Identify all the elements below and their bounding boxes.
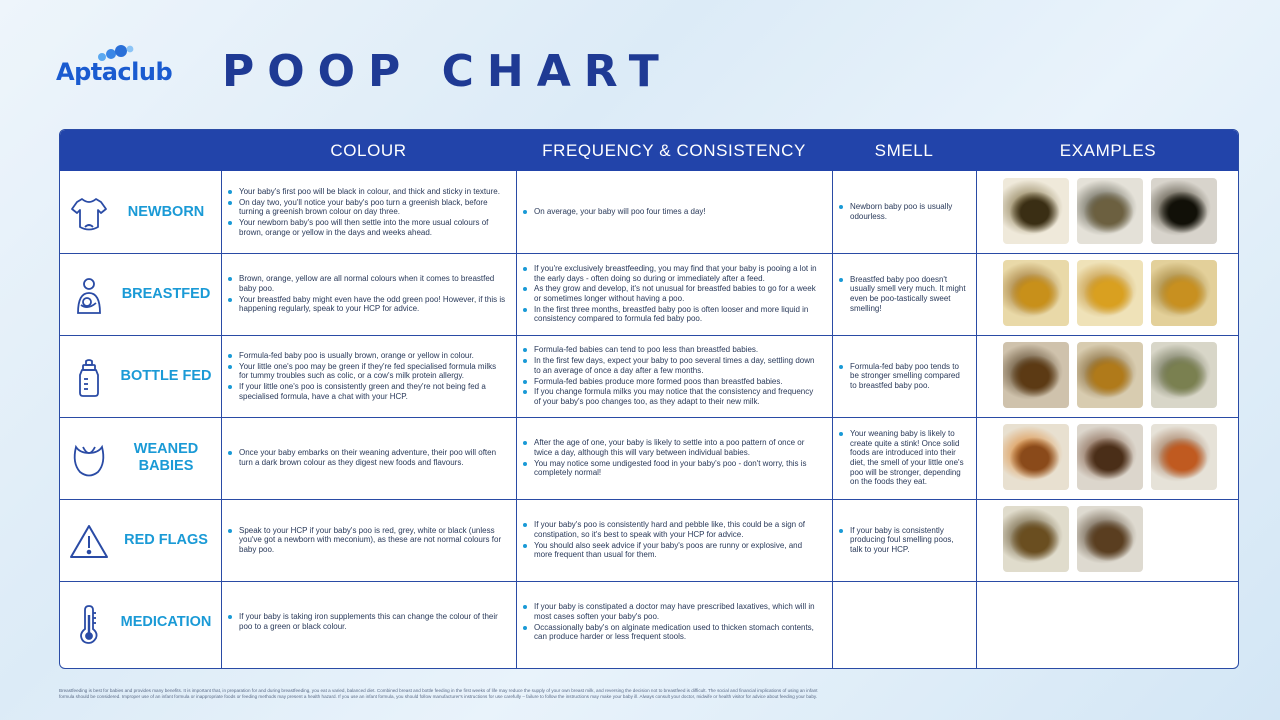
- bullet-list: [850, 360, 966, 391]
- logo-wordmark: Aptaclub: [56, 58, 173, 86]
- table-row: [60, 581, 1238, 663]
- row-header-bottle-fed: [60, 335, 221, 417]
- column-header-examples: EXAMPLES: [1059, 141, 1157, 160]
- row-header-breastfed: [60, 253, 221, 335]
- bullet-item: After the age of one, your baby is likely to settle into a poo pattern of once or twice a day, although this will vary between individual babies.: [534, 438, 822, 457]
- row-label: BREASTFED: [121, 285, 211, 302]
- colour-cell: [221, 499, 516, 581]
- table-header: [60, 130, 1238, 171]
- bullet-list: [534, 206, 706, 218]
- bullet-item: If you're exclusively breastfeeding, you may find that your baby is pooing a lot in the early days - often doing so during or immediately after a feed.: [534, 264, 822, 283]
- smell-cell: [832, 171, 976, 253]
- frequency-cell: [516, 417, 832, 499]
- bullet-list: [239, 611, 506, 633]
- example-photo[interactable]: [1077, 342, 1143, 408]
- bodysuit-icon: [68, 193, 110, 235]
- bullet-list: [239, 350, 506, 403]
- bullet-item: Once your baby embarks on their weaning adventure, their poo will often turn a dark brown colour as they digest new foods and flavours.: [239, 448, 506, 467]
- example-photo[interactable]: [1077, 178, 1143, 244]
- bullet-list: [239, 273, 506, 315]
- bullet-item: If your baby is constipated a doctor may have prescribed laxatives, which will in most cases soften your baby's poo.: [534, 602, 822, 621]
- bullet-item: If you change formula milks you may notice that the consistency and frequency of your baby's poo changes too, as they adapt to their new milk.: [534, 387, 822, 406]
- bullet-list: [850, 524, 966, 555]
- bullet-list: [534, 263, 822, 325]
- colour-cell: [221, 581, 516, 663]
- row-label: WEANED BABIES: [133, 441, 199, 474]
- bullet-item: On average, your baby will poo four times a day!: [534, 207, 706, 217]
- thermometer-icon: [68, 603, 110, 645]
- bullet-item: Your baby's first poo will be black in colour, and thick and sticky in texture.: [239, 187, 506, 197]
- example-photo[interactable]: [1003, 342, 1069, 408]
- frequency-cell: [516, 171, 832, 253]
- bullet-item: Your newborn baby's poo will then settle into the more usual colours of brown, orange or yellow in the days and weeks ahead.: [239, 218, 506, 237]
- row-label: BOTTLE FED: [120, 367, 212, 384]
- bullet-item: If your baby is taking iron supplements this can change the colour of their poo to a green or black colour.: [239, 612, 506, 631]
- poop-chart-table: [59, 129, 1239, 669]
- bullet-list: [850, 274, 966, 315]
- bullet-item: In the first few days, expect your baby to poo several times a day, settling down to an average of once a day after a few months.: [534, 356, 822, 375]
- smell-cell: [832, 335, 976, 417]
- frequency-cell: [516, 335, 832, 417]
- colour-cell: [221, 335, 516, 417]
- row-header-newborn: [60, 171, 221, 253]
- baby-bottle-icon: [68, 357, 110, 399]
- example-photo[interactable]: [1003, 178, 1069, 244]
- column-header-colour: COLOUR: [330, 141, 407, 160]
- bullet-item: You may notice some undigested food in your baby's poo - don't worry, this is completely normal!: [534, 459, 822, 478]
- colour-cell: [221, 253, 516, 335]
- bullet-item: Speak to your HCP if your baby's poo is red, grey, white or black (unless you've got a newborn with meconium), as these are not normal colours for baby poo.: [239, 526, 506, 555]
- table-row: [60, 499, 1238, 581]
- bullet-item: Occassionally baby's on alginate medication used to thicken stomach contents, can produce harder or less frequent stools.: [534, 623, 822, 642]
- examples-cell: [976, 335, 1239, 417]
- bib-icon: [68, 439, 110, 481]
- bullet-list: [534, 601, 822, 643]
- bullet-item: Formula-fed babies produce more formed poos than breastfed babies.: [534, 377, 822, 387]
- bullet-list: [534, 437, 822, 479]
- example-photo[interactable]: [1003, 260, 1069, 326]
- examples-cell: [976, 581, 1239, 663]
- column-header-frequency: FREQUENCY & CONSISTENCY: [542, 141, 806, 160]
- bullet-item: If your baby's poo is consistently hard and pebble like, this could be a sign of constipation, so it's best to speak with your HCP for advice.: [534, 520, 822, 539]
- example-photo[interactable]: [1077, 506, 1143, 572]
- smell-cell: [832, 499, 976, 581]
- table-row: [60, 335, 1238, 417]
- row-label: MEDICATION: [120, 613, 212, 630]
- column-header-smell: SMELL: [874, 141, 934, 160]
- bullet-item: If your little one's poo is consistently green and they're not being fed a specialised formula, have a chat with your HCP.: [239, 382, 506, 401]
- bullet-list: [239, 186, 506, 239]
- example-photo[interactable]: [1151, 342, 1217, 408]
- smell-cell: [832, 581, 976, 663]
- bullet-list: [239, 524, 506, 555]
- bullet-item: On day two, you'll notice your baby's poo turn a greenish black, before turning a greenish brown colour on day three.: [239, 198, 506, 217]
- examples-cell: [976, 499, 1239, 581]
- frequency-cell: [516, 253, 832, 335]
- example-photo[interactable]: [1151, 260, 1217, 326]
- row-label: RED FLAGS: [124, 531, 208, 548]
- bullet-list: [534, 344, 822, 408]
- example-photo[interactable]: [1151, 424, 1217, 490]
- bullet-item: You should also seek advice if your baby's poos are runny or explosive, and more frequent than usual for them.: [534, 541, 822, 560]
- colour-cell: [221, 171, 516, 253]
- bullet-item: Your breastfed baby might even have the odd green poo! However, if this is happening regularly, speak to your HCP for advice.: [239, 294, 506, 314]
- example-photo[interactable]: [1003, 506, 1069, 572]
- examples-cell: [976, 253, 1239, 335]
- row-label: NEWBORN: [127, 203, 205, 220]
- row-header-red-flags: [60, 499, 221, 581]
- bullet-item: Newborn baby poo is usually odourless.: [850, 202, 966, 221]
- bullet-item: In the first three months, breastfed baby poo is often looser and more liquid in consistency compared to formula fed baby poo.: [534, 305, 822, 324]
- example-photo[interactable]: [1077, 424, 1143, 490]
- warning-icon: [68, 521, 110, 563]
- table-row: [60, 417, 1238, 499]
- examples-cell: [976, 171, 1239, 253]
- examples-cell: [976, 417, 1239, 499]
- smell-cell: [832, 417, 976, 499]
- page-title: POOP CHART: [222, 46, 672, 97]
- example-photo[interactable]: [1077, 260, 1143, 326]
- bullet-list: [239, 447, 506, 469]
- bullet-item: Formula-fed baby poo tends to be stronger smelling compared to breastfed baby poo.: [850, 362, 966, 391]
- row-header-weaned-babies: [60, 417, 221, 499]
- legal-disclaimer: Breastfeeding is best for babies and provides many benefits. It is important that, in preparation for and during breastfeeding, you eat a varied, balanced diet. Combined breast and bottle feeding in the first weeks of life may reduce the supply of your own breast milk, and reversing the decision not to breastfeed is difficult. The social and financial implications of using an infant formula should be considered. Improper use of an infant formula or inappropriate foods or feeding methods may present a health hazard. If you use an infant formula, you should follow manufacturer's instructions for use carefully – failure to follow the instructions may make your baby ill. Always consult your doctor, midwife or health visitor for advice about feeding your baby.: [59, 688, 818, 699]
- breastfeeding-icon: [68, 275, 110, 317]
- bullet-item: As they grow and develop, it's not unusual for breastfed babies to go for a week or sometimes longer without having a poo.: [534, 284, 822, 303]
- aptaclub-logo[interactable]: [56, 44, 176, 94]
- example-photo[interactable]: [1003, 424, 1069, 490]
- bullet-item: Your weaning baby is likely to create quite a stink! Once solid foods are introduced into their diet, the smell of your little one's poo will be stronger, depending on the foods they eat.: [850, 429, 966, 487]
- bullet-list: [850, 201, 966, 223]
- table-row: [60, 253, 1238, 335]
- bullet-list: [534, 519, 822, 561]
- smell-cell: [832, 253, 976, 335]
- bullet-item: Formula-fed babies can tend to poo less than breastfed babies.: [534, 345, 822, 355]
- bullet-item: Breastfed baby poo doesn't usually smell very much. It might even be poo-tastically sweet smelling!: [850, 274, 966, 313]
- frequency-cell: [516, 581, 832, 663]
- bullet-item: Brown, orange, yellow are all normal colours when it comes to breastfed baby poo.: [239, 274, 506, 293]
- example-photo[interactable]: [1151, 178, 1217, 244]
- table-row: [60, 171, 1238, 253]
- frequency-cell: [516, 499, 832, 581]
- bullet-item: Formula-fed baby poo is usually brown, orange or yellow in colour.: [239, 351, 506, 361]
- bullet-item: If your baby is consistently producing foul smelling poos, talk to your HCP.: [850, 526, 966, 555]
- bullet-list: [850, 428, 966, 488]
- row-header-medication: [60, 581, 221, 663]
- bullet-item: Your little one's poo may be green if they're fed specialised formula milks for tummy troubles such as colic, or a cow's milk protein allergy.: [239, 362, 506, 381]
- colour-cell: [221, 417, 516, 499]
